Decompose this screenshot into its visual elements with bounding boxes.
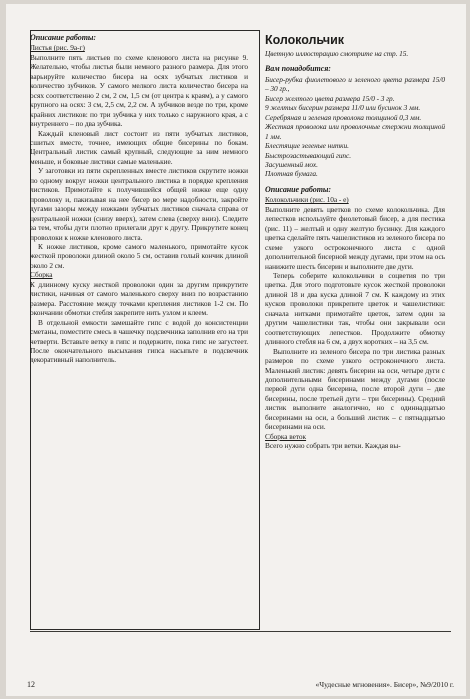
materials-item: Жесткая проволока или проволочные стержни толщиной 1 мм. (265, 122, 445, 141)
leaves-paragraph-3: У заготовки из пяти скрепленных вместе листиков скрутите ножки по одному вокруг ножки центрального листика в порядке крепления листиков. Примотайте к получившейся общей ножке еще одну проволоку и, пакизывая на нее бисер во мере надобности, закройте дугами зазоры между ножками зубчатых листиков сначала справа от центральной ножки (снизу вверх), затем слева (сверху вниз). Следите за тем, чтобы дуги плотно прилегали друг к другу. Прикрутите конец проволоки к ножке кленового листа. (30, 166, 248, 242)
bells-paragraph-3: Выполните из зеленого бисера по три листика разных размеров по схеме узкого остроконечного листа. Маленький листик: девять бисерин на оси, четыре дуги с дополнительными бисеринами между дугами (после первой дуги одна бисерина, после второй дуги – две бисерины, после третьей дуги – три бисерины). Средний листик выполните аналогично, но с одиннадцатью бисеринами на оси, а больший листик – с пятнадцатью бисеринами на оси. (265, 346, 445, 432)
right-column (265, 33, 445, 451)
article-title: Колокольчик (265, 33, 344, 47)
assembly-subheading: Сборка (30, 270, 53, 280)
leaves-paragraph-1: Выполните пять листьев по схеме кленового листа на рисунке 9. Желательно, чтобы листья были немного разного размера. Для этого варьируйте количество бисера на осях зубчатых листиков и количество зубчиков. У самого мелкого листа количество бисера на осях соответственно 2 см, 2 см, 1,5 см (от центра к краям), а у самого крупного на осях: 3 см, 2,5 см, 2,2 см. А зубчиков везде по три, кроме крайних листиков: по три зубчика у них только с наружного края, а с внутреннего – по два зубчика. (30, 52, 248, 129)
branches-subheading: Сборка веток (265, 431, 307, 441)
illustration-caption: Цветную иллюстрацию смотрите на стр. 15. (265, 49, 409, 58)
work-heading: Описание работы: (265, 184, 331, 194)
bells-subheading: Колокольчики (рис. 10а - е) (265, 195, 349, 205)
bells-paragraph-1: Выполните девять цветков по схеме колокольчика. Для лепестков используйте фиолетовый бисер, а для пестика (рис. 11) – желтый и одну желтую бусинку. Для каждого цветка сделайте пять чашелистиков из зеленого бисера по схеме узкого остроконечного листа с одной дополнительной бисерной между дугами, при этом на ось нанижите шесть бисерин и выполните две дуги. (265, 204, 445, 271)
leaves-subheading: Листья (рис. 9а-г) (30, 43, 85, 53)
materials-item: Быстрозастывающий гипс. (265, 150, 352, 160)
leaves-paragraph-2: Каждый кленовый лист состоит из пяти зубчатых листиков, сшитых вместе, точнее, имеющих общие бисерины по бокам. Центральный листик самый крупный, следующие за ним немного меньше, и боковые листики самые маленькие. (30, 128, 248, 166)
branches-paragraph-1: Всего нужно собрать три ветки. Каждая вы- (265, 441, 401, 451)
left-heading: Описание работы: (30, 33, 96, 42)
materials-item: Бисер желтого цвета размера 15/0 - 3 гр. (265, 93, 395, 103)
materials-item: Плотная бумага. (265, 169, 318, 179)
magazine-footer: «Чудесные мгновения». Бисер», №9/2010 г. (315, 680, 454, 689)
materials-item: 9 желтых бисерин размера 11/0 или бусинок 3 мм. (265, 103, 421, 113)
page-number: 12 (27, 680, 35, 689)
materials-item: Бисер-рубка фиолетового и зеленого цвета размера 15/0 – 30 гр., (265, 74, 445, 94)
materials-item: Серебряная и зеленая проволока толщиной 0,3 мм. (265, 112, 422, 122)
footer-rule (30, 631, 451, 632)
materials-list (265, 75, 445, 179)
left-column (30, 33, 248, 365)
materials-item: Блестящие зеленые нитки. (265, 141, 349, 151)
bells-paragraph-2: Теперь соберите колокольчики в соцветия по три цветка. Для этого подготовьте кусок жесткой проволоки длиной 18 и два куска длиной 7 см. К каждому из этих кусков проволоки прикрепите цветок и чашелистики: сначала нитками примотайте цветок, затем один за другим чашелистики так, чтобы они закрывали оси соответствующих лепестков. Продолжите обмотку длинного стебля на 6 см, а двух коротких – на 3,5 см. (265, 270, 445, 347)
materials-item: Засушенный мох. (265, 159, 318, 169)
materials-heading: Вам понадобится: (265, 64, 331, 74)
assembly-paragraph-1: К длинному куску жесткой проволоки один за другим прикрутите листики, начиная от самого маленького сверху вниз по возрастанию размера. Расстояние между точками крепления листиков 1-2 см. По окончании обмотки стебля закрепите нить узлом и клеем. (30, 279, 248, 318)
assembly-paragraph-2: В отдельной емкости замешайте гипс с водой до консистенции сметаны, поместите смесь в чашечку подсвечника заполнив его на три четверти. Вставьте ветку в гипс и подержите, пока гипс не загустеет. После окончательного высыхания гипса насыпьте в подсвечник декоративный наполнитель. (30, 317, 248, 365)
leaves-paragraph-4: К ножке листиков, кроме самого маленького, примотайте кусок жесткой проволоки длиной около 5 см, оставив голый кончик длиной около 2 см. (30, 241, 248, 270)
